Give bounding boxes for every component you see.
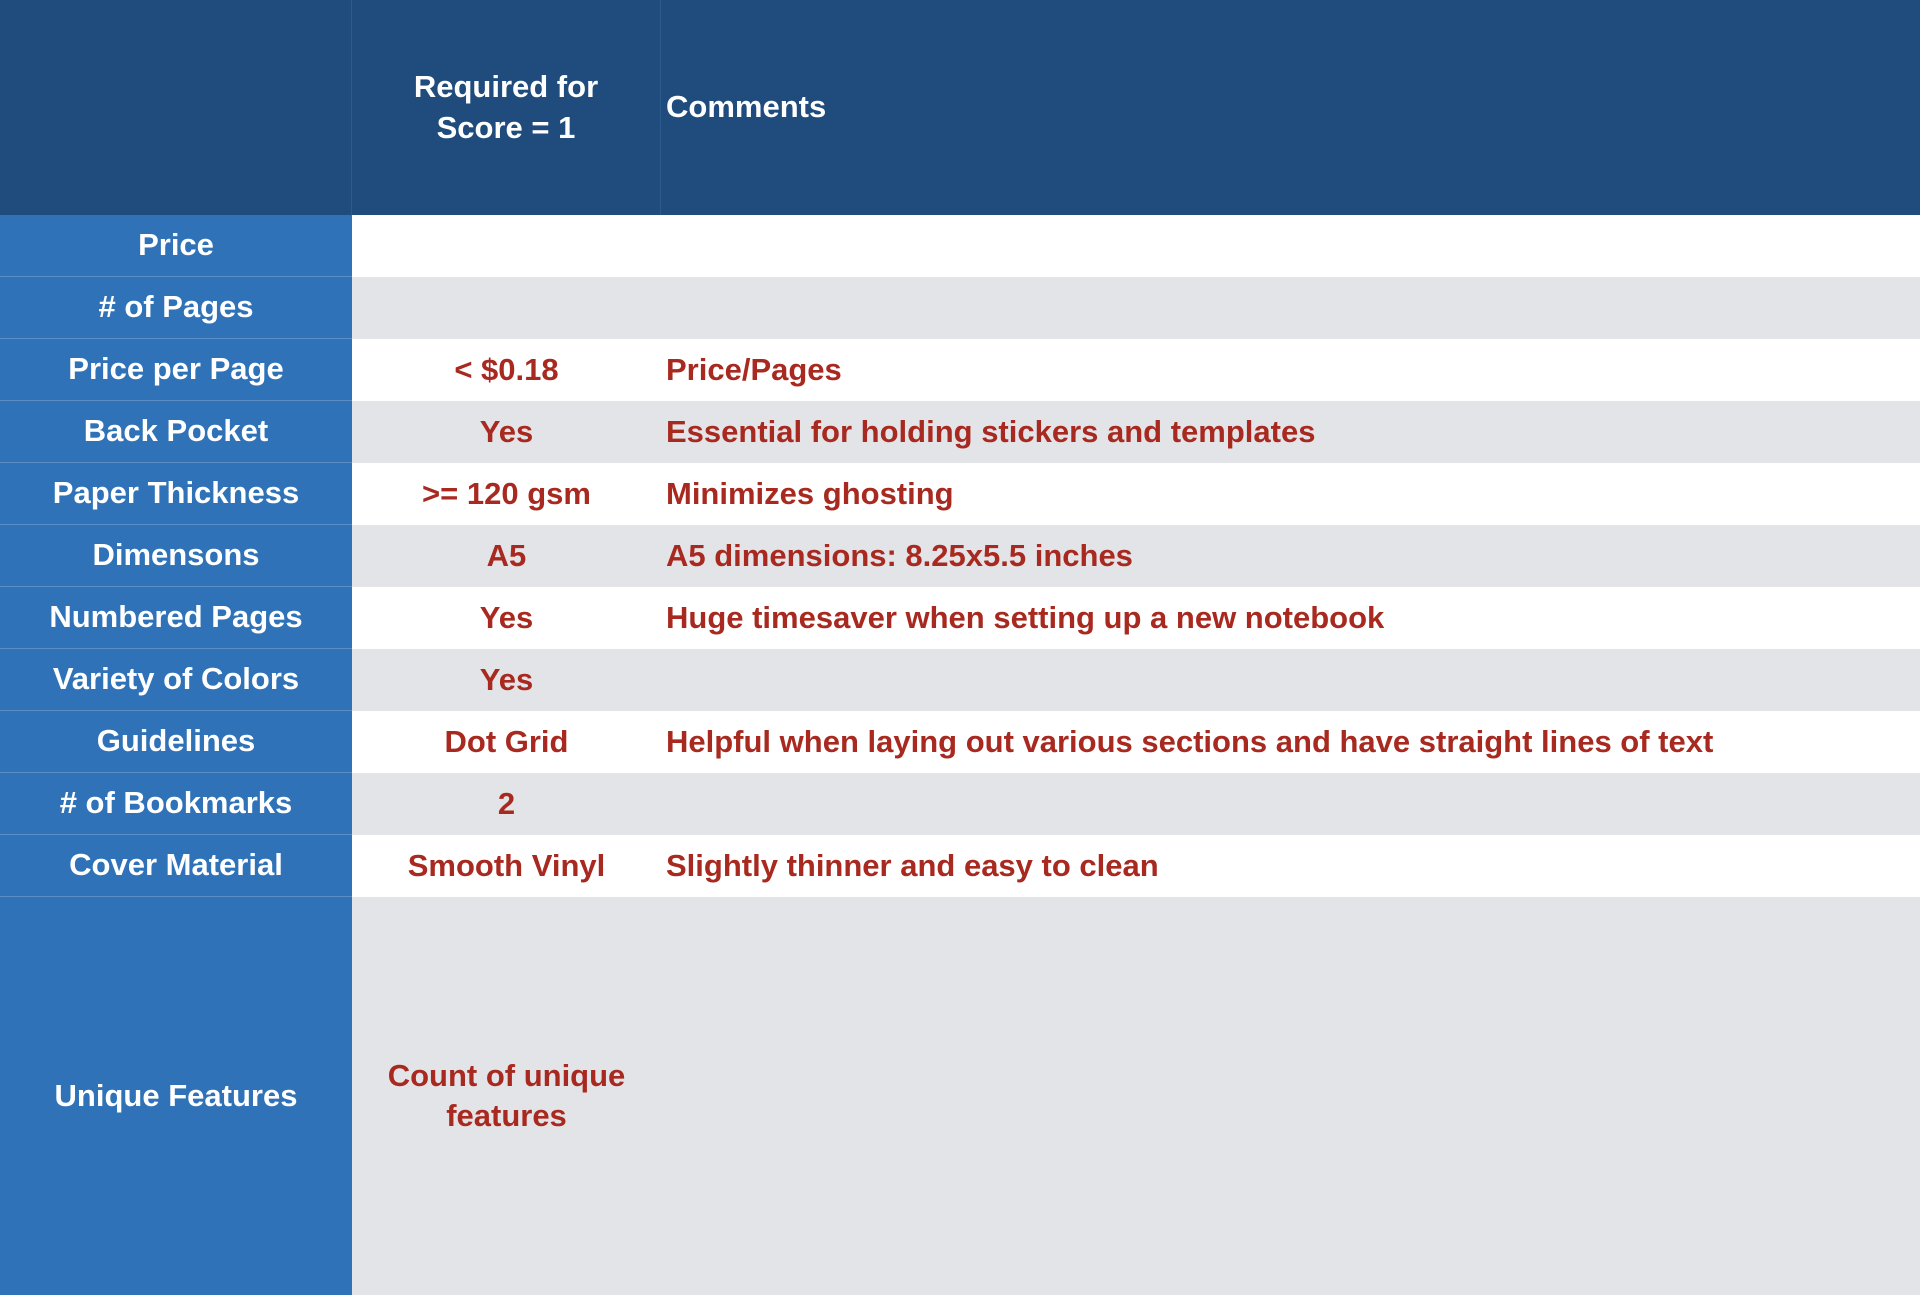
row-required: Smooth Vinyl: [352, 835, 661, 897]
row-required: >= 120 gsm: [352, 463, 661, 525]
row-label: Dimensons: [0, 525, 352, 587]
row-comment: [661, 773, 1920, 835]
row-required: Dot Grid: [352, 711, 661, 773]
row-label: Price: [0, 215, 352, 277]
row-comment: [661, 277, 1920, 339]
row-required: < $0.18: [352, 339, 661, 401]
row-comment: Price/Pages: [661, 339, 1920, 401]
header-comments-label: Comments: [666, 89, 827, 125]
row-comment: Slightly thinner and easy to clean: [661, 835, 1920, 897]
row-label: Price per Page: [0, 339, 352, 401]
row-label: Numbered Pages: [0, 587, 352, 649]
row-comment: Essential for holding stickers and templates: [661, 401, 1920, 463]
header-corner-cell: [0, 0, 352, 215]
header-required: [352, 0, 661, 215]
row-required: [352, 897, 661, 1295]
row-required: A5: [352, 525, 661, 587]
row-required: Yes: [352, 587, 661, 649]
row-comment: [661, 649, 1920, 711]
header-required-label: Required for Score = 1: [413, 69, 599, 145]
header-comments: [661, 0, 1920, 215]
row-comment: A5 dimensions: 8.25x5.5 inches: [661, 525, 1920, 587]
row-label: # of Bookmarks: [0, 773, 352, 835]
row-label: Paper Thickness: [0, 463, 352, 525]
row-comment: [661, 897, 1920, 1295]
row-comment: Minimizes ghosting: [661, 463, 1920, 525]
row-label: Variety of Colors: [0, 649, 352, 711]
row-comment: Helpful when laying out various sections and have straight lines of text: [661, 711, 1920, 773]
row-required: Yes: [352, 649, 661, 711]
row-required: [352, 215, 661, 277]
row-label: # of Pages: [0, 277, 352, 339]
row-label: Back Pocket: [0, 401, 352, 463]
row-label: Unique Features: [0, 897, 352, 1295]
row-comment: [661, 215, 1920, 277]
row-required: Yes: [352, 401, 661, 463]
row-comment: Huge timesaver when setting up a new notebook: [661, 587, 1920, 649]
row-required-text: Count of unique features: [387, 1057, 626, 1133]
row-label: Guidelines: [0, 711, 352, 773]
row-required: 2: [352, 773, 661, 835]
row-required: [352, 277, 661, 339]
row-label: Cover Material: [0, 835, 352, 897]
